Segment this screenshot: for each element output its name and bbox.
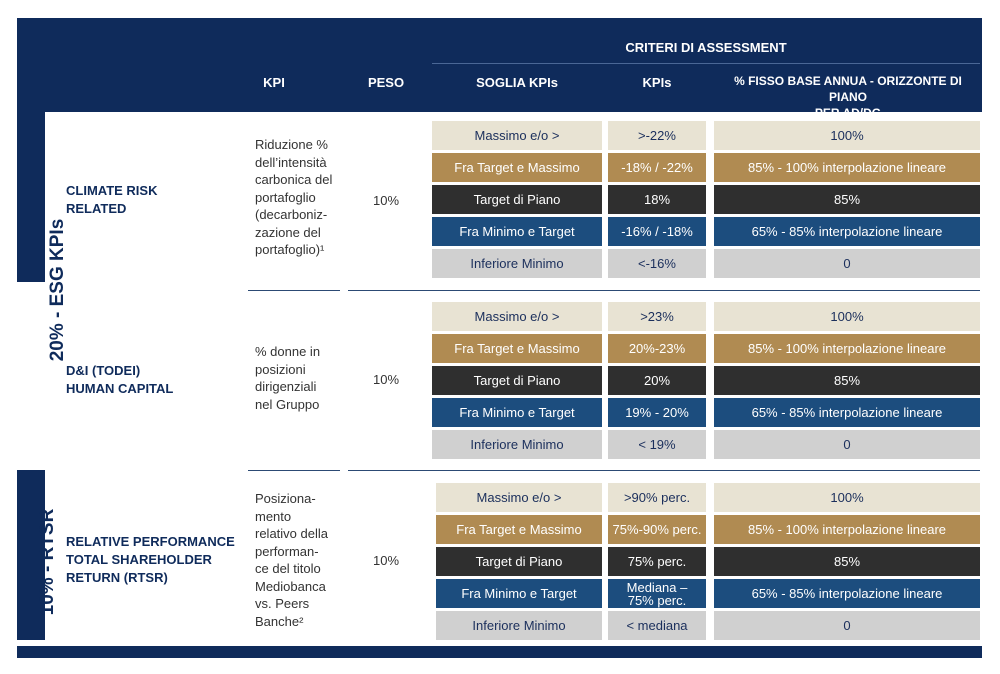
side-label-rtsr: 10% - RTSR: [37, 508, 58, 616]
kpi-cell: 20%: [608, 366, 706, 395]
kpi-desc-climate-risk: Riduzione % dell’intensità carbonica del portafoglio (decarboniz- zazione del portafoglio)¹: [255, 137, 333, 257]
soglia-cell: Target di Piano: [432, 185, 602, 214]
soglia-cell: Inferiore Minimo: [436, 611, 602, 640]
soglia-cell: Fra Target e Massimo: [432, 153, 602, 182]
pct-cell: 0: [714, 249, 980, 278]
soglia-cell: Massimo e/o >: [436, 483, 602, 512]
peso-dei: 10%: [372, 372, 400, 387]
kpi-name-climate-risk: CLIMATE RISK RELATED: [66, 183, 158, 216]
kpi-cell: -18% / -22%: [608, 153, 706, 182]
soglia-cell: Inferiore Minimo: [432, 430, 602, 459]
pct-cell: 65% - 85% interpolazione lineare: [714, 398, 980, 427]
soglia-cell: Fra Target e Massimo: [436, 515, 602, 544]
header-criteri: CRITERI DI ASSESSMENT: [625, 40, 787, 55]
soglia-cell: Fra Minimo e Target: [432, 398, 602, 427]
soglia-cell: Inferiore Minimo: [432, 249, 602, 278]
pct-cell: 85%: [714, 366, 980, 395]
header-divider: [432, 63, 980, 64]
kpi-cell: 75%-90% perc.: [608, 515, 706, 544]
pct-cell: 85%: [714, 547, 980, 576]
side-bar-esg: [17, 112, 45, 282]
pct-cell: 100%: [714, 121, 980, 150]
pct-cell: 0: [714, 611, 980, 640]
header-kpis: KPIs: [642, 75, 672, 90]
section-separator: [348, 290, 980, 291]
pct-cell: 0: [714, 430, 980, 459]
pct-cell: 85% - 100% interpolazione lineare: [714, 515, 980, 544]
soglia-cell: Fra Minimo e Target: [436, 579, 602, 608]
peso-climate-risk: 10%: [372, 193, 400, 208]
kpi-cell: Mediana – 75% perc.: [608, 579, 706, 608]
header-peso: PESO: [367, 75, 405, 90]
table-footer: [17, 646, 982, 658]
kpi-cell: >90% perc.: [608, 483, 706, 512]
header-kpi: KPI: [263, 75, 285, 90]
pct-cell: 85% - 100% interpolazione lineare: [714, 334, 980, 363]
header-fisso-line1: % FISSO BASE ANNUA - ORIZZONTE DI PIANO: [734, 74, 962, 104]
kpi-desc-dei: % donne in posizioni dirigenziali nel Gruppo: [255, 344, 321, 412]
kpi-cell: < 19%: [608, 430, 706, 459]
pct-cell: 100%: [714, 483, 980, 512]
kpi-cell: 19% - 20%: [608, 398, 706, 427]
kpi-cell: -16% / -18%: [608, 217, 706, 246]
soglia-cell: Fra Minimo e Target: [432, 217, 602, 246]
kpi-name-rtsr: RELATIVE PERFORMANCE TOTAL SHAREHOLDER RETURN (RTSR): [66, 534, 235, 585]
kpi-cell: >23%: [608, 302, 706, 331]
section-separator: [348, 470, 980, 471]
kpi-cell: < mediana: [608, 611, 706, 640]
soglia-cell: Massimo e/o >: [432, 121, 602, 150]
kpi-cell: 18%: [608, 185, 706, 214]
soglia-cell: Fra Target e Massimo: [432, 334, 602, 363]
pct-cell: 65% - 85% interpolazione lineare: [714, 217, 980, 246]
kpi-cell: 75% perc.: [608, 547, 706, 576]
pct-cell: 85% - 100% interpolazione lineare: [714, 153, 980, 182]
header-fisso-line2: PER AD/DG: [814, 106, 882, 120]
pct-cell: 65% - 85% interpolazione lineare: [714, 579, 980, 608]
kpi-name-dei: D&I (TODEI) HUMAN CAPITAL: [66, 363, 174, 396]
kpi-desc-rtsr: Posiziona- mento relativo della performan- ce del titolo Mediobanca vs. Peers Banche²: [255, 491, 328, 629]
pct-cell: 100%: [714, 302, 980, 331]
soglia-cell: Massimo e/o >: [432, 302, 602, 331]
soglia-cell: Target di Piano: [436, 547, 602, 576]
soglia-cell: Target di Piano: [432, 366, 602, 395]
section-separator: [248, 290, 340, 291]
section-separator: [248, 470, 340, 471]
kpi-cell: 20%-23%: [608, 334, 706, 363]
pct-cell: 85%: [714, 185, 980, 214]
kpi-cell: >-22%: [608, 121, 706, 150]
side-label-esg: 20% - ESG KPIs: [47, 218, 68, 362]
peso-rtsr: 10%: [372, 553, 400, 568]
kpi-cell: <-16%: [608, 249, 706, 278]
header-fisso: [714, 73, 982, 121]
header-soglia: SOGLIA KPIs: [476, 75, 558, 90]
